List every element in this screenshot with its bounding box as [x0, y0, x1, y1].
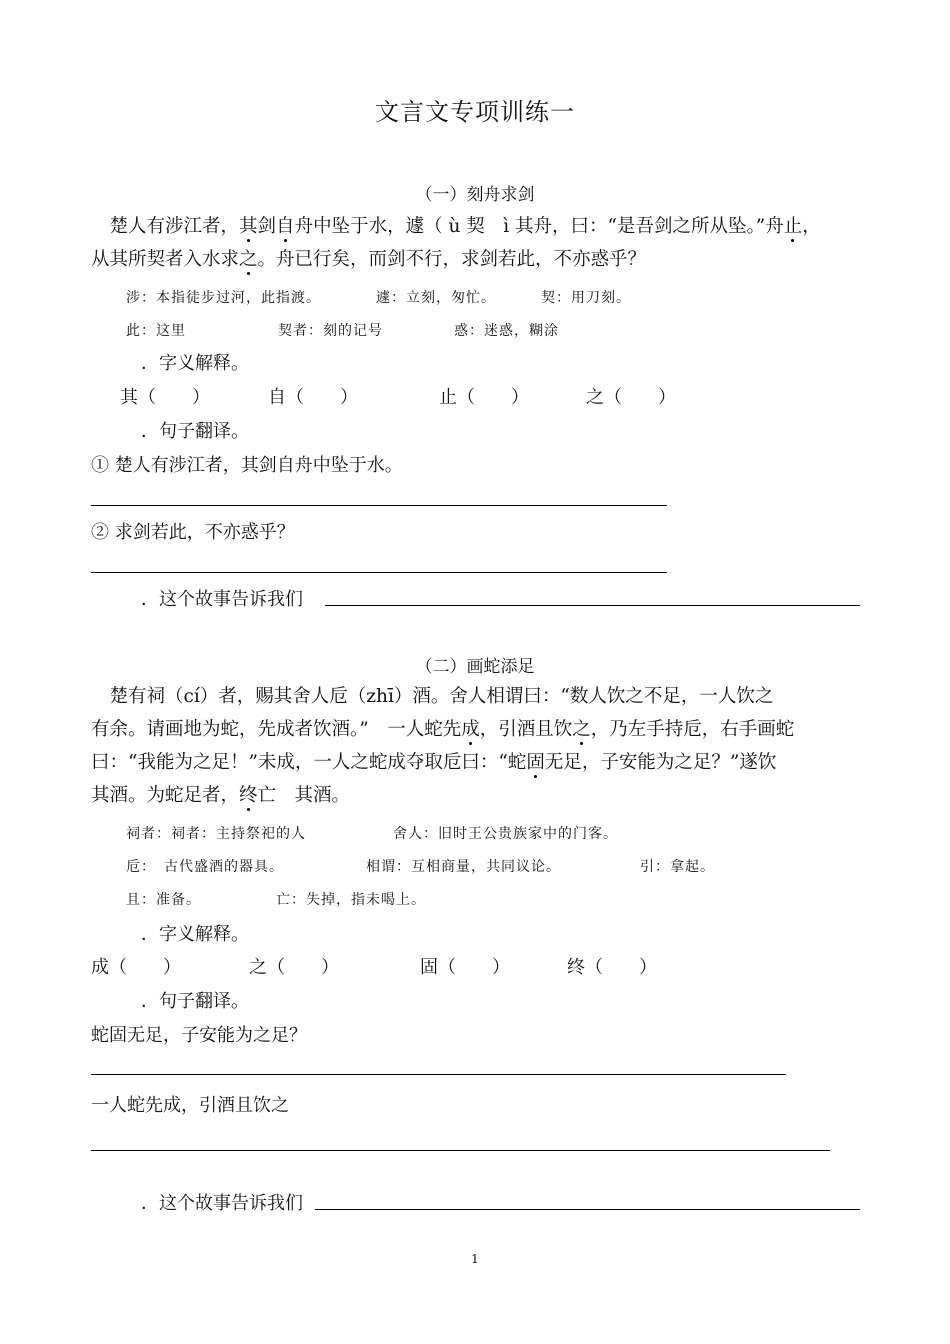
blank-item[interactable]: 固（ ） [420, 957, 510, 978]
text-run: 楚人有涉江者， [91, 216, 240, 237]
answer-line[interactable] [325, 605, 860, 606]
text-run: ，引酒且饮 [479, 719, 573, 740]
dotted-char: 自 [276, 216, 295, 237]
question-label: ．字义解释。 [141, 924, 249, 945]
text-run: 无足，子安能为之足？”遂饮 [544, 752, 777, 773]
text-run: 。舟已行矣，而剑不行，求剑若此，不亦惑乎？ [257, 249, 647, 270]
note: 涉：本指徒步过河，此指渡。 [126, 290, 321, 306]
note: 此：这里 [126, 323, 186, 339]
dotted-char: 成 [461, 719, 480, 740]
note: 亡：失掉，指未喝上。 [276, 892, 426, 908]
question-label: ．这个故事告诉我们 [141, 1193, 303, 1214]
passage-2-line-1 [91, 680, 773, 713]
text-run: 其酒。为蛇足者， [91, 785, 240, 806]
text-run: 曰：“我能为之足！”未成，一人之蛇成夺取卮曰：“蛇 [91, 752, 527, 773]
dotted-char: 终 [239, 785, 258, 806]
answer-line[interactable] [91, 1074, 786, 1075]
blank-item[interactable]: 之（ ） [586, 387, 676, 408]
dotted-char: 固 [526, 752, 545, 773]
text-run: 从其所契者入水求 [91, 249, 240, 270]
passage-1-line-1 [91, 210, 821, 243]
text-run: ，乃左手持卮，右手画蛇 [590, 719, 795, 740]
text-run: ， [802, 216, 821, 237]
question-label: ．字义解释。 [141, 353, 249, 374]
passage-2-line-4 [91, 779, 350, 812]
text-run: 亡 其酒。 [257, 785, 351, 806]
blank-item[interactable]: 自（ ） [268, 387, 358, 408]
text-run: 剑 [257, 216, 277, 237]
passage-2-line-2 [91, 713, 794, 746]
blank-item[interactable]: 终（ ） [567, 957, 657, 978]
blank-item[interactable]: 止（ ） [439, 387, 529, 408]
blank-item[interactable]: 其（ ） [120, 387, 210, 408]
note: 契：用刀刻。 [541, 290, 631, 306]
note: 引：拿起。 [640, 859, 715, 875]
page-title: 文言文专项训练一 [375, 98, 575, 126]
blank-item[interactable]: 成（ ） [91, 957, 181, 978]
section-heading-1: （一）刻舟求剑 [415, 185, 535, 205]
note: 契者：刻的记号 [278, 323, 383, 339]
answer-line[interactable] [91, 572, 667, 573]
note: 遽：立刻，匆忙。 [376, 290, 496, 306]
question-label: ．这个故事告诉我们 [141, 589, 303, 610]
passage-2-line-3 [91, 746, 776, 779]
note: 祠者：祠者：主持祭祀的人 [126, 826, 306, 842]
answer-line[interactable] [91, 1150, 830, 1151]
note: 惑：迷惑，糊涂 [454, 323, 559, 339]
translation-sentence: ① 楚人有涉江者，其剑自舟中坠于水。 [91, 455, 403, 476]
dotted-char: 之 [572, 719, 591, 740]
note: 卮： 古代盛酒的器具。 [126, 859, 284, 875]
text-run: 有余。请画地为蛇，先成者饮酒。” 一人蛇先 [91, 719, 462, 740]
note: 相谓：互相商量，共同议论。 [366, 859, 561, 875]
text-run: 舟中坠于水，遽（ ù 契 ì 其舟，曰：“是吾剑之所从坠。”舟 [294, 216, 784, 237]
section-heading-2: （二）画蛇添足 [415, 657, 535, 677]
translation-sentence: 蛇固无足，子安能为之足？ [91, 1025, 307, 1046]
dotted-char: 其 [239, 216, 258, 237]
translation-sentence: 一人蛇先成，引酒且饮之 [91, 1095, 289, 1116]
blank-item[interactable]: 之（ ） [249, 957, 339, 978]
text-run: 楚有祠（cí）者，赐其舍人卮（zhī）酒。舍人相谓曰：“数人饮之不足，一人饮之 [91, 686, 774, 707]
passage-1-line-2 [91, 243, 646, 276]
question-label: ．句子翻译。 [141, 421, 249, 442]
page-number: 1 [471, 1252, 479, 1266]
answer-line[interactable] [315, 1209, 860, 1210]
question-label: ．句子翻译。 [141, 991, 249, 1012]
translation-sentence: ② 求剑若此，不亦惑乎？ [91, 522, 295, 543]
note: 舍人：旧时王公贵族家中的门客。 [393, 826, 618, 842]
answer-line[interactable] [91, 505, 667, 506]
note: 且：准备。 [126, 892, 201, 908]
dotted-char: 止 [783, 216, 803, 237]
dotted-char: 之 [239, 249, 258, 270]
